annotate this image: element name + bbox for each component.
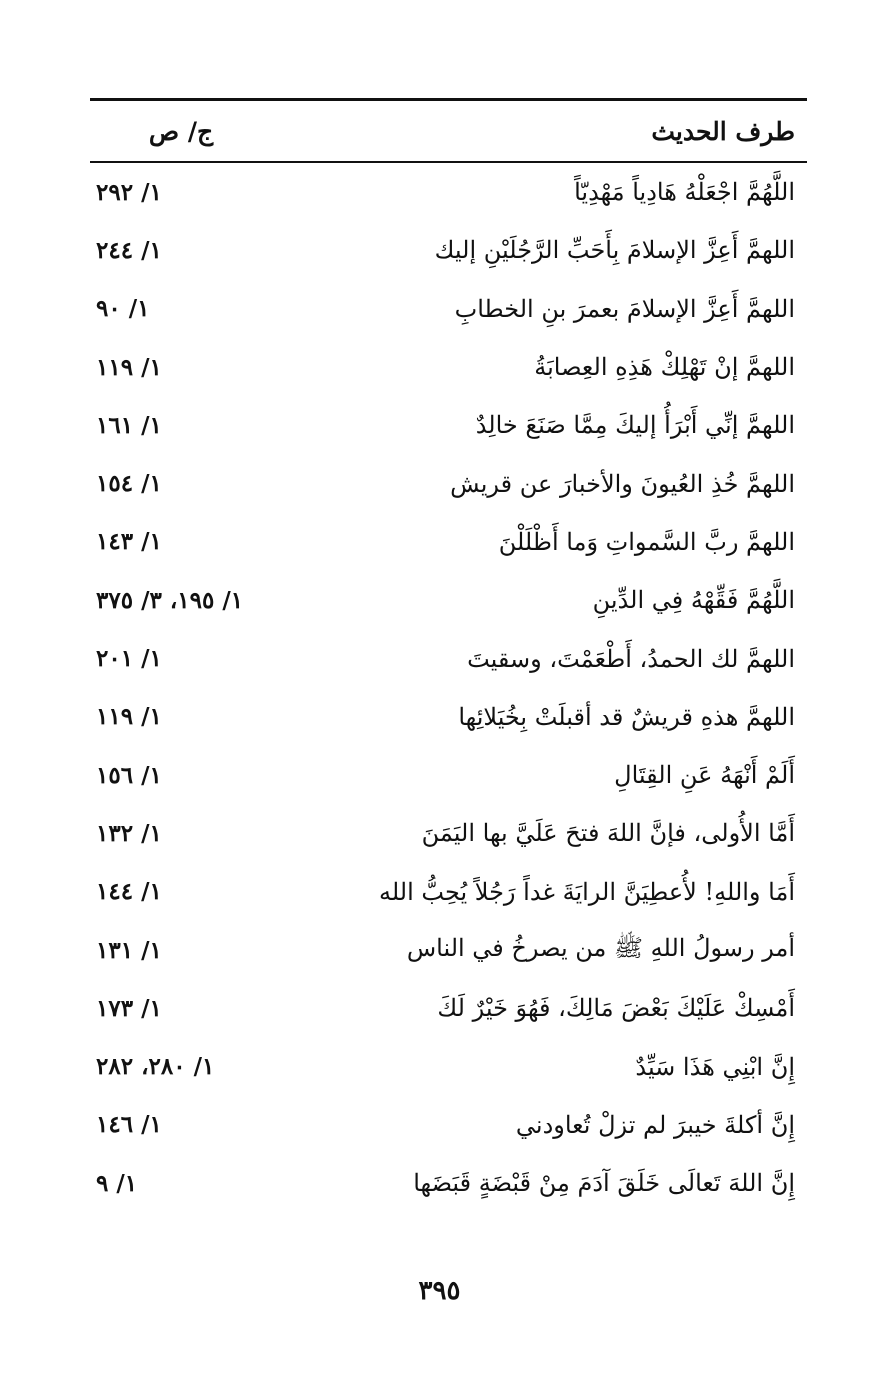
hadith-text: اللهمَّ إنِّي أَبْرَأُ إليكَ مِمَّا صَنَعَ خالِدٌ bbox=[475, 411, 795, 440]
table-row bbox=[90, 338, 807, 396]
hadith-text: أَمْسِكْ عَلَيْكَ بَعْضَ مَالِكَ، فَهُوَ خَيْرٌ لَكَ bbox=[437, 994, 795, 1023]
hadith-text: أَمَا واللهِ! لأُعطِيَنَّ الرايَةَ غداً رَجُلاً يُحِبُّ الله bbox=[378, 877, 795, 906]
volume-page-ref: ١/ ٢٠١ bbox=[96, 645, 162, 673]
table-row bbox=[90, 513, 807, 571]
header-hadith-column: طرف الحديث bbox=[651, 116, 795, 146]
volume-page-ref: ١/ ٢٩٢ bbox=[96, 178, 162, 206]
hadith-text: إِنَّ ابْنِي هَذَا سَيِّدٌ bbox=[635, 1052, 795, 1081]
volume-page-ref: ١/ ١٤٦ bbox=[96, 1111, 162, 1139]
table-row bbox=[90, 688, 807, 746]
table-row bbox=[90, 1154, 807, 1212]
volume-page-ref: ١/ ١٩٥، ٣/ ٣٧٥ bbox=[96, 586, 244, 614]
volume-page-ref: ١/ ١٣١ bbox=[96, 936, 162, 964]
header-reference-column: ج/ ص bbox=[148, 116, 214, 146]
hadith-text: اللَّهُمَّ اجْعَلْهُ هَادِياً مَهْدِيّاً bbox=[574, 178, 795, 207]
volume-page-ref: ١/ ١١٩ bbox=[96, 703, 162, 731]
table-row bbox=[90, 454, 807, 512]
hadith-text: أَلَمْ أَنْهَهُ عَنِ القِتَالِ bbox=[614, 761, 795, 790]
table-row bbox=[90, 863, 807, 921]
table-row bbox=[90, 629, 807, 687]
volume-page-ref: ١/ ٢٨٠، ٢٨٢ bbox=[96, 1053, 215, 1081]
volume-page-ref: ١/ ١٥٤ bbox=[96, 470, 162, 498]
hadith-text: اللَّهُمَّ فَقِّهْهُ فِي الدِّينِ bbox=[592, 586, 795, 615]
index-table bbox=[90, 98, 807, 1212]
table-row bbox=[90, 221, 807, 279]
hadith-text: اللهمَّ هذهِ قريشٌ قد أقبلَتْ بِخُيَلائِها bbox=[458, 702, 795, 731]
table-row bbox=[90, 163, 807, 221]
table-header bbox=[90, 101, 807, 161]
volume-page-ref: ١/ ٢٤٤ bbox=[96, 236, 162, 264]
hadith-text: أمر رسولُ اللهِ ﷺ من يصرخُ في الناس bbox=[406, 933, 795, 962]
volume-page-ref: ١/ ١٥٦ bbox=[96, 761, 162, 789]
volume-page-ref: ١/ ١٧٣ bbox=[96, 994, 162, 1022]
hadith-text: اللهمَّ خُذِ العُيونَ والأخبارَ عن قريش bbox=[450, 469, 795, 498]
table-row bbox=[90, 804, 807, 862]
volume-page-ref: ١/ ١٦١ bbox=[96, 411, 162, 439]
hadith-text: إِنَّ أكلةَ خيبرَ لم تزلْ تُعاودني bbox=[515, 1110, 795, 1139]
volume-page-ref: ١/ ١١٩ bbox=[96, 353, 162, 381]
table-row bbox=[90, 1096, 807, 1154]
volume-page-ref: ١/ ٩٠ bbox=[96, 295, 150, 323]
hadith-text: اللهمَّ لك الحمدُ، أَطْعَمْتَ، وسقيتَ bbox=[467, 644, 795, 673]
hadith-text: اللهمَّ ربَّ السَّمواتِ وَما أَظْلَلْنَ bbox=[498, 527, 795, 556]
table-row bbox=[90, 280, 807, 338]
table-body bbox=[90, 163, 807, 1212]
volume-page-ref: ١/ ٩ bbox=[96, 1169, 138, 1197]
table-row bbox=[90, 746, 807, 804]
hadith-text: اللهمَّ أَعِزَّ الإسلامَ بعمرَ بنِ الخطابِ bbox=[454, 294, 795, 323]
table-row bbox=[90, 396, 807, 454]
volume-page-ref: ١/ ١٤٤ bbox=[96, 878, 162, 906]
table-row bbox=[90, 979, 807, 1037]
table-row bbox=[90, 1037, 807, 1095]
table-row bbox=[90, 571, 807, 629]
volume-page-ref: ١/ ١٤٣ bbox=[96, 528, 162, 556]
hadith-text: اللهمَّ أَعِزَّ الإسلامَ بِأَحَبِّ الرَّجُلَيْنِ إليك bbox=[434, 236, 795, 265]
hadith-text: اللهمَّ إنْ تَهْلِكْ هَذِهِ العِصابَةُ bbox=[534, 353, 795, 382]
volume-page-ref: ١/ ١٣٢ bbox=[96, 819, 162, 847]
table-row bbox=[90, 921, 807, 979]
hadith-text: إِنَّ اللهَ تَعالَى خَلَقَ آدَمَ مِنْ قَبْضَةٍ قَبَضَها bbox=[413, 1169, 795, 1198]
page-number: ٣٩٥ bbox=[418, 1276, 461, 1306]
hadith-text: أَمَّا الأُولى، فإنَّ اللهَ فتحَ عَلَيَّ بها اليَمَنَ bbox=[421, 819, 795, 848]
